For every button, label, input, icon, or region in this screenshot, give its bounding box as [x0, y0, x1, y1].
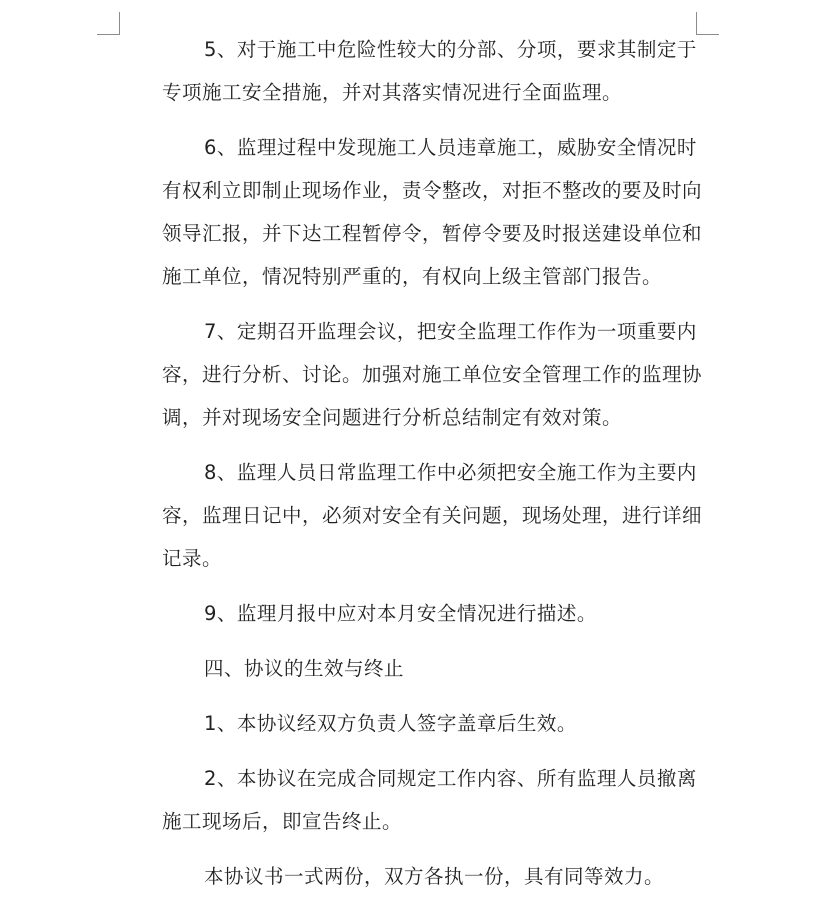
paragraph-6 [120, 126, 703, 298]
text-line: 记录。 [162, 547, 223, 570]
text-line: 8、监理人员日常监理工作中必须把安全施工作为主要内 [204, 461, 697, 484]
text-line: 容，监理日记中，必须对安全有关问题，现场处理，进行详细 [162, 504, 703, 527]
text-line: 容，进行分析、讨论。加强对施工单位安全管理工作的监理协 [162, 363, 703, 386]
paragraph-9 [120, 592, 700, 635]
text-line: 1、本协议经双方负责人签字盖章后生效。 [204, 712, 577, 735]
clause-2 [120, 757, 700, 843]
text-line: 本协议书一式两份，双方各执一份，具有同等效力。 [204, 865, 665, 888]
text-line: 6、监理过程中发现施工人员违章施工，威胁安全情况时 [204, 136, 697, 159]
text-line: 7、定期召开监理会议，把安全监理工作作为一项重要内 [204, 320, 697, 343]
text-line: 有权利立即制止现场作业，责令整改，对拒不整改的要及时向 [162, 179, 703, 202]
text-line: 四、协议的生效与终止 [204, 657, 405, 680]
section-heading-4 [120, 647, 700, 690]
clause-1 [120, 702, 700, 745]
document-body [120, 28, 703, 910]
paragraph-8 [120, 451, 703, 580]
paragraph-7 [120, 310, 703, 439]
text-line: 施工现场后，即宣告终止。 [162, 810, 403, 833]
page-corner-mark-top-left [97, 12, 120, 35]
text-line: 施工单位，情况特别严重的，有权向上级主管部门报告。 [162, 265, 663, 288]
text-line: 领导汇报，并下达工程暂停令，暂停令要及时报送建设单位和 [162, 222, 703, 245]
paragraph-5 [120, 28, 700, 114]
text-line: 5、对于施工中危险性较大的分部、分项，要求其制定于 [204, 38, 697, 61]
closing-statement [120, 855, 700, 898]
text-line: 专项施工安全措施，并对其落实情况进行全面监理。 [162, 81, 623, 104]
text-line: 2、本协议在完成合同规定工作内容、所有监理人员撤离 [204, 767, 697, 790]
text-line: 9、监理月报中应对本月安全情况进行描述。 [204, 602, 597, 625]
text-line: 调，并对现场安全问题进行分析总结制定有效对策。 [162, 406, 623, 429]
